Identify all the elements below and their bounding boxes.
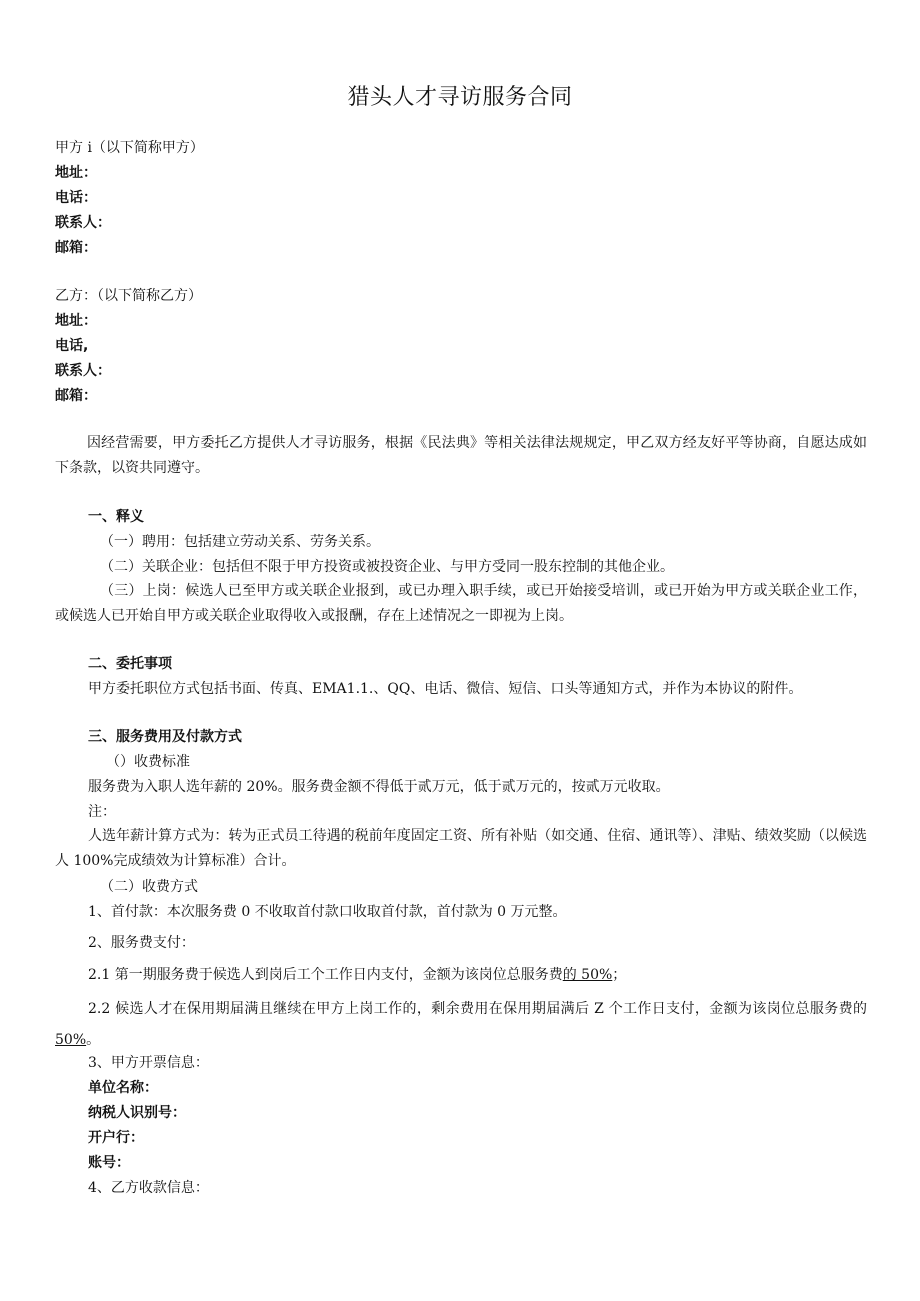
section1-item1: （一）聘用：包括建立劳动关系、劳务关系。 [100, 534, 380, 550]
party-a-contact: 联系人： [55, 215, 111, 231]
payment-item2-1-end: ； [612, 967, 627, 983]
party-a-header: 甲方 i（以下简称甲方） [55, 140, 204, 156]
section3-sub2: （二）收费方式 [100, 879, 198, 895]
payment-item2-2-end: 。 [86, 1032, 101, 1048]
payment-item2-1 [88, 965, 626, 985]
payment-item4: 4、乙方收款信息： [88, 1180, 209, 1196]
payment-item2-2 [55, 994, 867, 1056]
section1-item2: （二）关联企业：包括但不限于甲方投资或被投资企业、与甲方受同一股东控制的其他企业。 [100, 559, 674, 575]
section2-body: 甲方委托职位方式包括书面、传真、EMA1.1.、QQ、电话、微信、短信、口头等通知方式，并作为本协议的附件。 [88, 681, 803, 697]
section1-item3: （三）上岗：候选人已至甲方或关联企业报到，或已办理入职手续，或已开始接受培训，或已开始为甲方或关联企业工作，或候选人已开始自甲方或关联企业取得收入或报酬，存在上述情况之一即视为上岗。 [55, 583, 867, 624]
document-title: 猎头人才寻访服务合同 [347, 85, 573, 110]
section3-sub1: （）收费标准 [106, 754, 190, 770]
section1-heading: 一、释义 [88, 509, 144, 525]
party-b-email: 邮箱： [55, 388, 97, 404]
section3-salary: 人选年薪计算方式为：转为正式员工待遇的税前年度固定工资、所有补贴（如交通、住宿、通讯等）、津贴、绩效奖励（以候选人 100%完成绩效为计算标准）合计。 [55, 828, 867, 869]
party-a-phone: 电话： [55, 190, 97, 206]
party-b-contact: 联系人： [55, 363, 111, 379]
invoice-tax-id: 纳税人识别号： [88, 1105, 186, 1121]
payment-item3: 3、甲方开票信息： [88, 1055, 209, 1071]
party-b-header: 乙方：（以下简称乙方） [55, 288, 202, 304]
payment-item2-2-percent: 50% [55, 1032, 87, 1048]
payment-item1: 1、首付款：本次服务费 0 不收取首付款口收取首付款，首付款为 0 万元整。 [88, 904, 567, 920]
payment-item2: 2、服务费支付： [88, 935, 195, 951]
payment-item2-1-text: 2.1 第一期服务费于候选人到岗后工个工作日内支付，金额为该岗位总服务费 [88, 967, 563, 983]
party-b-phone: 电话, [55, 338, 89, 354]
party-a-address: 地址： [55, 165, 97, 181]
invoice-bank: 开户行： [88, 1130, 144, 1146]
party-a-email: 邮箱： [55, 240, 97, 256]
section2-heading: 二、委托事项 [88, 656, 172, 672]
payment-item2-2-text: 2.2 候选人才在保用期届满且继续在甲方上岗工作的，剩余费用在保用期届满后 Z 个工作日支付，金额为该岗位总服务费的 [88, 1001, 867, 1017]
intro-paragraph: 因经营需要，甲方委托乙方提供人才寻访服务，根据《民法典》等相关法律法规规定，甲乙双方经友好平等协商，自愿达成如下条款，以资共同遵守。 [55, 435, 867, 476]
party-b-address: 地址： [55, 313, 97, 329]
section3-heading: 三、服务费用及付款方式 [88, 729, 242, 745]
section3-note: 注： [88, 804, 116, 820]
section3-fee: 服务费为入职人选年薪的 20%。服务费金额不得低于贰万元，低于贰万元的，按贰万元收取。 [88, 779, 670, 795]
payment-item2-1-percent: 的 50% [562, 967, 613, 983]
invoice-company: 单位名称： [88, 1080, 158, 1096]
invoice-account: 账号： [88, 1155, 130, 1171]
